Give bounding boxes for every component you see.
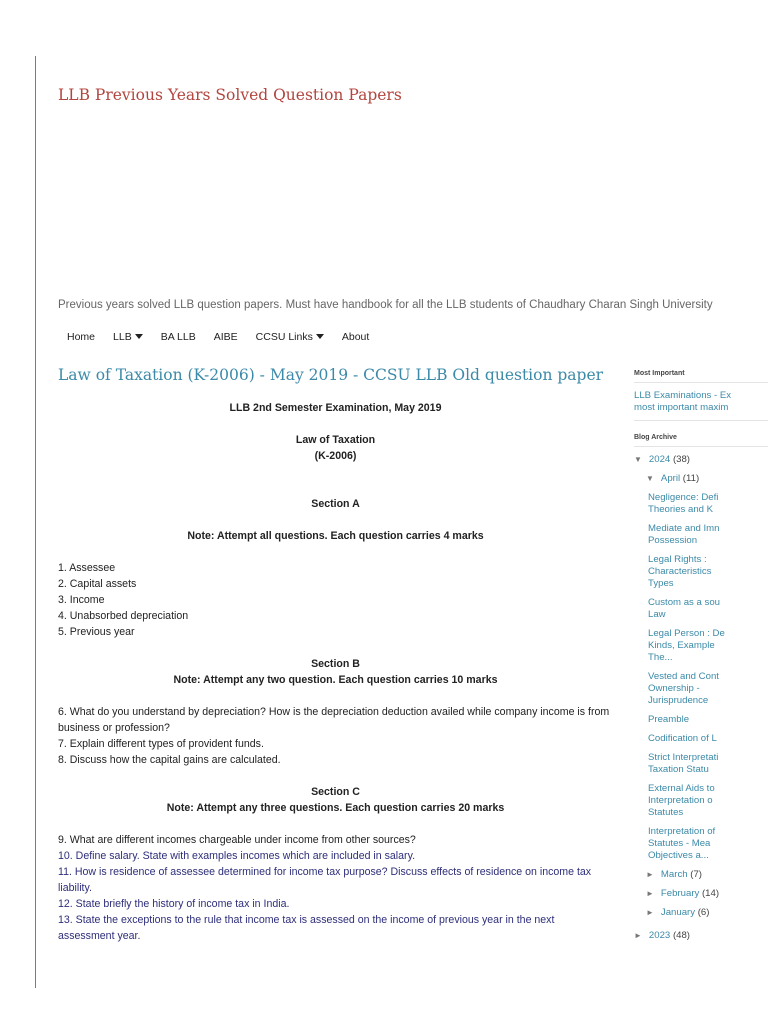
archive-post-link[interactable] — [634, 597, 768, 621]
toggle-collapsed-icon[interactable]: ► — [646, 870, 654, 879]
blog-title[interactable]: LLB Previous Years Solved Question Papers — [58, 86, 402, 104]
divider — [634, 382, 768, 383]
question-item: 4. Unabsorbed depreciation — [58, 610, 189, 622]
archive-month-label[interactable]: April — [660, 473, 681, 484]
archive-year-label[interactable]: 2023 — [648, 930, 671, 941]
exam-heading: LLB 2nd Semester Examination, May 2019 — [229, 402, 442, 414]
archive-post-line: Legal Rights : — [648, 554, 707, 565]
nav-about[interactable] — [342, 331, 369, 343]
nav-home[interactable] — [67, 331, 95, 343]
archive-post-link[interactable] — [634, 752, 768, 776]
left-border-line — [35, 56, 36, 988]
question-item: 12. State briefly the history of income tax in India. — [58, 898, 290, 910]
archive-post-line: Theories and K — [648, 504, 714, 515]
archive-post-line: Objectives a... — [648, 850, 709, 861]
chevron-down-icon — [135, 334, 143, 339]
toggle-expanded-icon[interactable]: ▼ — [634, 455, 642, 464]
nav-ba-llb[interactable] — [161, 331, 196, 343]
section-b-note: Note: Attempt any two question. Each question carries 10 marks — [173, 674, 498, 686]
question-item: 7. Explain different types of provident funds. — [58, 738, 264, 750]
section-a-title: Section A — [311, 498, 360, 510]
question-item: 10. Define salary. State with examples incomes which are included in salary. — [58, 850, 416, 862]
chevron-down-icon — [316, 334, 324, 339]
archive-post-line: Preamble — [648, 714, 690, 725]
archive-year-2024[interactable] — [634, 454, 768, 465]
archive-post-line: External Aids to — [648, 783, 715, 794]
toggle-collapsed-icon[interactable]: ► — [646, 908, 654, 917]
main-nav — [67, 331, 387, 343]
subject-name: Law of Taxation — [295, 434, 376, 446]
section-c-note: Note: Attempt any three questions. Each question carries 20 marks — [166, 802, 505, 814]
archive-month-february[interactable] — [634, 888, 768, 899]
archive-post-link[interactable] — [634, 492, 768, 516]
archive-post-list — [634, 492, 768, 862]
question-item: 8. Discuss how the capital gains are calculated. — [58, 754, 281, 766]
archive-month-label[interactable]: February — [660, 888, 700, 899]
archive-month-january[interactable] — [634, 907, 768, 918]
archive-month-march[interactable] — [634, 869, 768, 880]
archive-post-line: Mediate and Imn — [648, 523, 720, 534]
section-a-note: Note: Attempt all questions. Each question carries 4 marks — [187, 530, 484, 542]
archive-post-link[interactable] — [634, 714, 768, 726]
post-body — [58, 400, 613, 944]
subject-code: (K-2006) — [314, 450, 357, 462]
archive-post-link[interactable] — [634, 783, 768, 819]
archive-count: (6) — [697, 907, 710, 918]
divider — [634, 446, 768, 447]
archive-post-line: Codification of L — [648, 733, 717, 744]
archive-post-link[interactable] — [634, 671, 768, 707]
most-important-link[interactable] — [634, 390, 768, 414]
question-item: 5. Previous year — [58, 626, 135, 638]
archive-post-line: The... — [648, 652, 673, 663]
nav-home-label: Home — [67, 331, 96, 343]
archive-count: (14) — [701, 888, 720, 899]
archive-month-april[interactable] — [634, 473, 768, 484]
question-item: 2. Capital assets — [58, 578, 137, 590]
archive-post-line: Statutes - Mea — [648, 838, 711, 849]
archive-post-line: Ownership - — [648, 683, 700, 694]
most-important-link-line: LLB Examinations - Ex — [634, 390, 732, 401]
archive-count: (11) — [682, 473, 700, 484]
archive-month-label[interactable]: January — [660, 907, 696, 918]
section-c-title: Section C — [311, 786, 360, 798]
archive-post-line: Interpretation o — [648, 795, 713, 806]
nav-llb[interactable] — [113, 331, 143, 343]
question-item: 11. How is residence of assessee determined for income tax purpose? Discuss effects of residence on income tax liability. — [58, 866, 592, 894]
question-item: 3. Income — [58, 594, 105, 606]
archive-count: (38) — [672, 454, 690, 465]
archive-post-line: Kinds, Example — [648, 640, 715, 651]
archive-post-line: Strict Interpretati — [648, 752, 719, 763]
question-item: 9. What are different incomes chargeable under income from other sources? — [58, 834, 416, 846]
archive-post-link[interactable] — [634, 554, 768, 590]
archive-post-line: Statutes — [648, 807, 684, 818]
archive-post-line: Jurisprudence — [648, 695, 709, 706]
archive-post-line: Types — [648, 578, 674, 589]
nav-aibe-label: AIBE — [213, 331, 238, 343]
archive-post-line: Vested and Cont — [648, 671, 719, 682]
most-important-link-line: most important maxim — [634, 402, 729, 413]
archive-post-line: Characteristics — [648, 566, 712, 577]
archive-year-2023[interactable] — [634, 930, 768, 941]
nav-ccsu-links-label: CCSU Links — [255, 331, 313, 343]
archive-count: (7) — [690, 869, 702, 880]
divider — [634, 420, 768, 421]
post-title[interactable]: Law of Taxation (K-2006) - May 2019 - CCSU LLB Old question paper — [58, 366, 604, 384]
archive-post-link[interactable] — [634, 523, 768, 547]
archive-post-line: Taxation Statu — [648, 764, 709, 775]
archive-count: (48) — [672, 930, 690, 941]
section-b-title: Section B — [311, 658, 360, 670]
archive-post-line: Negligence: Defi — [648, 492, 719, 503]
blog-description: Previous years solved LLB question papers. Must have handbook for all the LLB students of Chaudhary Charan Singh University — [58, 299, 713, 311]
nav-ccsu-links[interactable] — [256, 331, 324, 343]
question-item: 1. Assessee — [58, 562, 116, 574]
toggle-expanded-icon[interactable]: ▼ — [646, 474, 654, 483]
nav-about-label: About — [341, 331, 370, 343]
sidebar — [634, 370, 768, 941]
archive-post-link[interactable] — [634, 826, 768, 862]
nav-ba-llb-label: BA LLB — [160, 331, 196, 343]
archive-post-line: Law — [648, 609, 666, 620]
archive-year-label[interactable]: 2024 — [648, 454, 671, 465]
archive-post-line: Possession — [648, 535, 698, 546]
most-important-heading: Most Important — [634, 370, 685, 377]
toggle-collapsed-icon[interactable]: ► — [646, 889, 654, 898]
toggle-collapsed-icon[interactable]: ► — [634, 931, 642, 940]
nav-llb-label: LLB — [113, 331, 132, 343]
question-item: 6. What do you understand by depreciation? How is the depreciation deduction availed while company income is from business or profession? — [58, 706, 610, 734]
archive-post-link[interactable] — [634, 628, 768, 664]
archive-post-line: Legal Person : De — [648, 628, 725, 639]
blog-archive-heading: Blog Archive — [634, 434, 677, 441]
nav-aibe[interactable] — [214, 331, 238, 343]
archive-month-label[interactable]: March — [660, 869, 688, 880]
archive-post-line: Interpretation of — [648, 826, 716, 837]
archive-post-line: Custom as a sou — [648, 597, 720, 608]
archive-post-link[interactable] — [634, 733, 768, 745]
question-item: 13. State the exceptions to the rule that income tax is assessed on the income of previous year in the next assessment year. — [58, 914, 555, 942]
